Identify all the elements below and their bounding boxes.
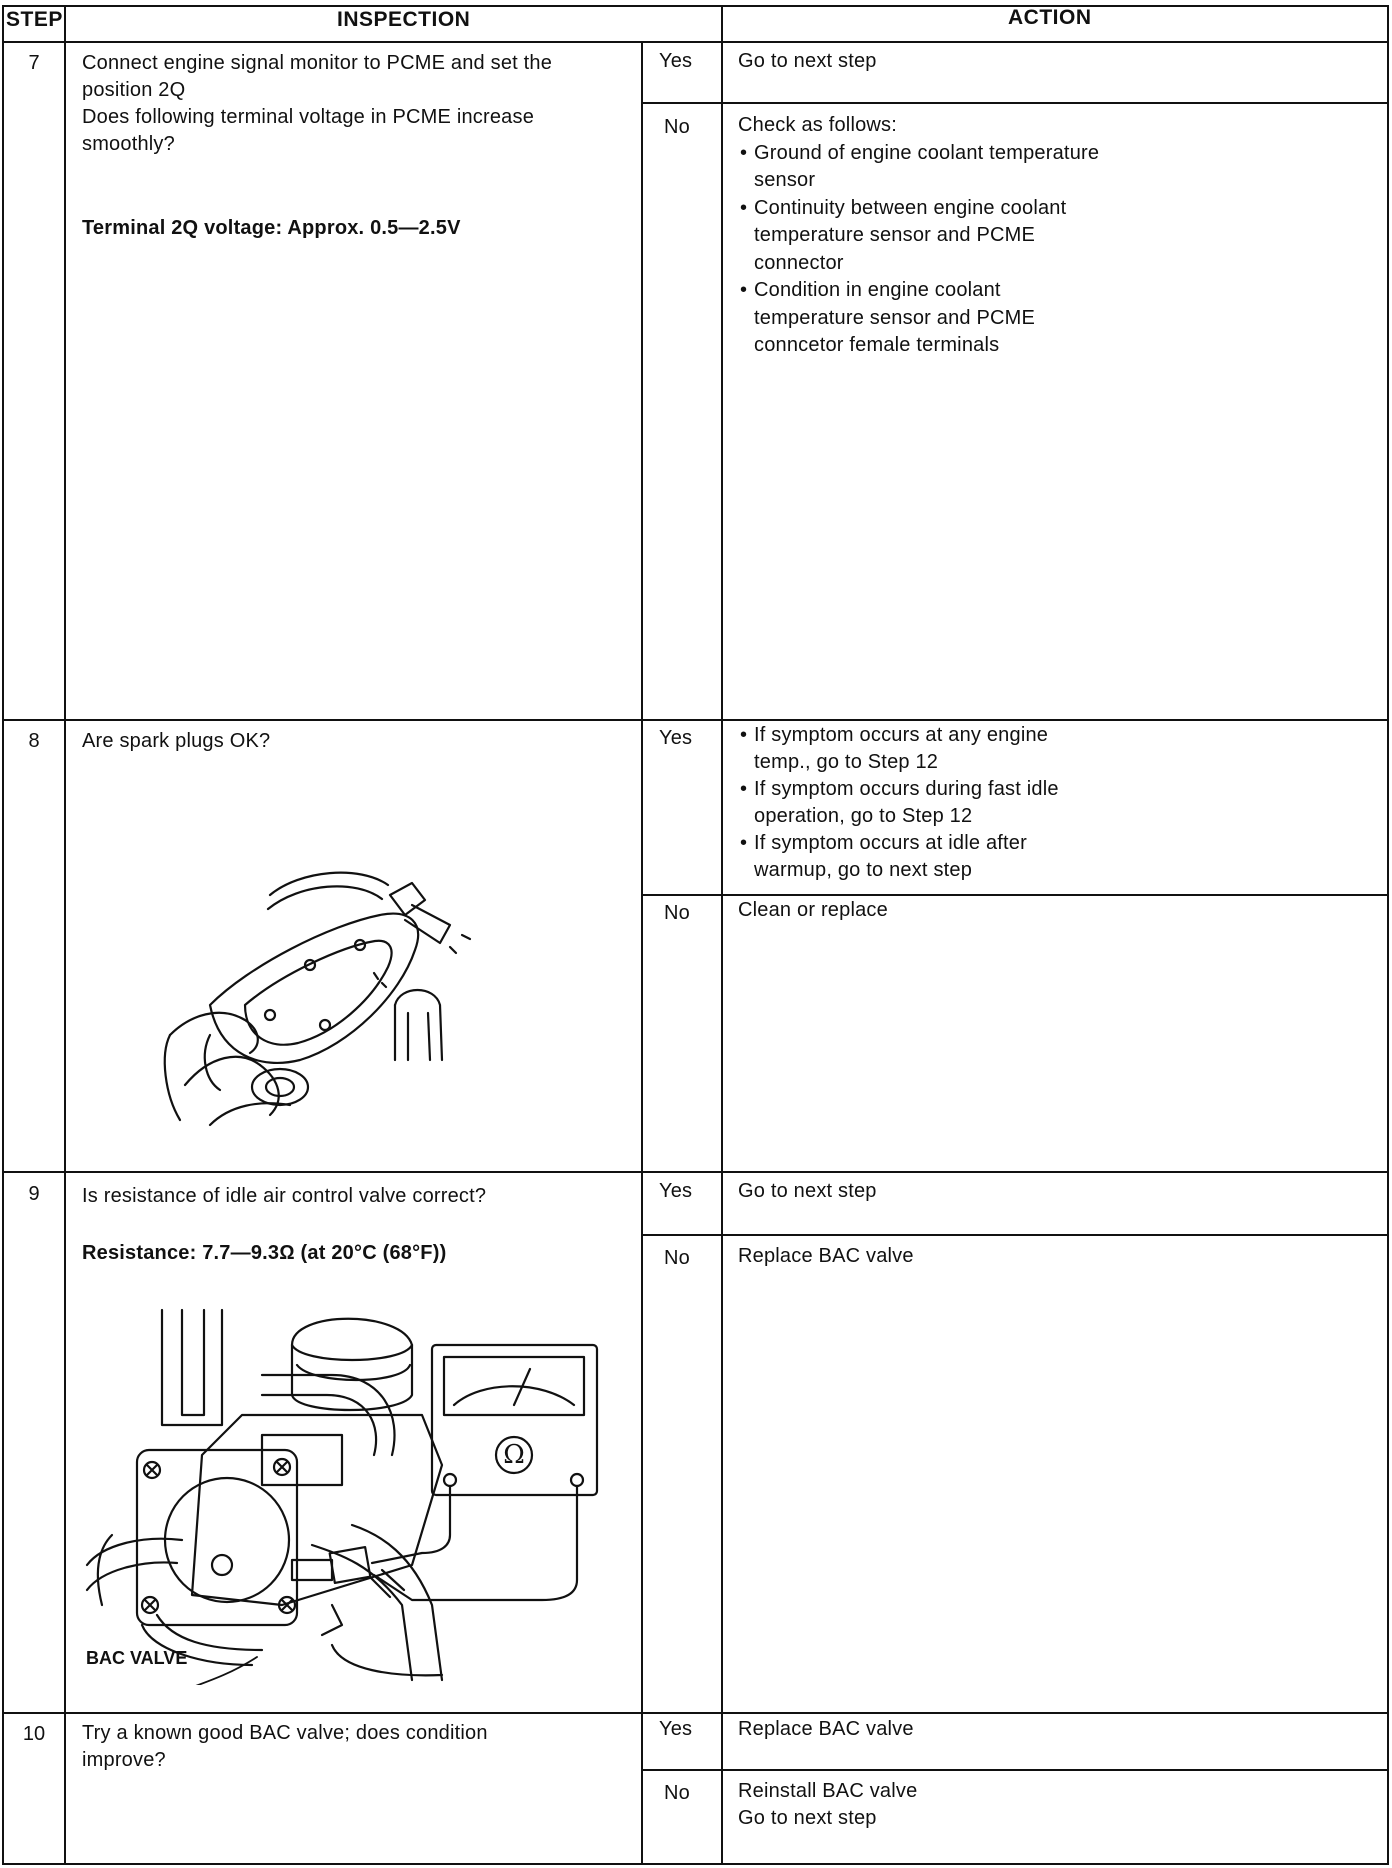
- no-label: No: [664, 116, 690, 138]
- inspection-line: improve?: [82, 1749, 166, 1771]
- check-item: • Ground of engine coolant temperature sensor: [738, 140, 1099, 195]
- header-step: STEP: [6, 8, 63, 31]
- no-label: No: [664, 902, 690, 924]
- inspection-line: Try a known good BAC valve; does condition: [82, 1722, 488, 1744]
- condition-item: • If symptom occurs at idle after warmup, go to next step: [738, 830, 1059, 884]
- spec-value: Terminal 2Q voltage: Approx. 0.5—2.5V: [82, 217, 461, 239]
- spark-plug-gap-illustration: [150, 855, 530, 1135]
- inspection-text: Is resistance of idle air control valve correct?: [82, 1185, 487, 1207]
- inspection-text: Are spark plugs OK?: [82, 730, 271, 752]
- step-number: 9: [28, 1183, 40, 1205]
- yes-action: Replace BAC valve: [738, 1718, 914, 1740]
- step-number: 8: [28, 730, 40, 752]
- header-inspection: INSPECTION: [337, 8, 471, 31]
- inspection-line: position 2Q: [82, 79, 186, 101]
- no-action: Clean or replace: [738, 899, 888, 921]
- check-list: [738, 140, 1099, 360]
- no-action-title: Check as follows:: [738, 114, 898, 136]
- bac-valve-test-illustration: [82, 1305, 622, 1685]
- no-label: No: [664, 1247, 690, 1269]
- no-label: No: [664, 1782, 690, 1804]
- header-action: ACTION: [1008, 6, 1092, 29]
- meter-symbol: Ω: [503, 1440, 525, 1470]
- inspection-text: [82, 1720, 488, 1774]
- check-item: • Condition in engine coolant temperature sensor and PCME conncetor female terminals: [738, 277, 1099, 360]
- no-action-line: Go to next step: [738, 1807, 877, 1829]
- no-action: [738, 112, 1099, 360]
- yes-action: [738, 722, 1059, 884]
- inspection-line: Does following terminal voltage in PCME increase: [82, 106, 535, 128]
- yes-label: Yes: [659, 1718, 693, 1740]
- yes-label: Yes: [659, 1180, 693, 1202]
- bac-valve-label: BAC VALVE: [86, 1648, 188, 1668]
- no-action: [738, 1778, 917, 1832]
- inspection-text: [82, 50, 552, 158]
- condition-item: • If symptom occurs at any engine temp., go to Step 12: [738, 722, 1059, 776]
- spec-value: Resistance: 7.7—9.3Ω (at 20°C (68°F)): [82, 1242, 447, 1264]
- no-action: Replace BAC valve: [738, 1245, 914, 1267]
- inspection-line: Connect engine signal monitor to PCME and set the: [82, 52, 553, 74]
- step-number: 7: [28, 52, 40, 74]
- yes-action: Go to next step: [738, 1180, 877, 1202]
- yes-label: Yes: [659, 50, 693, 72]
- no-action-line: Reinstall BAC valve: [738, 1780, 918, 1802]
- step-number: 10: [22, 1723, 46, 1745]
- condition-list: [738, 722, 1059, 884]
- yes-label: Yes: [659, 727, 693, 749]
- condition-item: • If symptom occurs during fast idle operation, go to Step 12: [738, 776, 1059, 830]
- inspection-line: smoothly?: [82, 133, 175, 155]
- yes-action: Go to next step: [738, 50, 877, 72]
- check-item: • Continuity between engine coolant temperature sensor and PCME connector: [738, 195, 1099, 278]
